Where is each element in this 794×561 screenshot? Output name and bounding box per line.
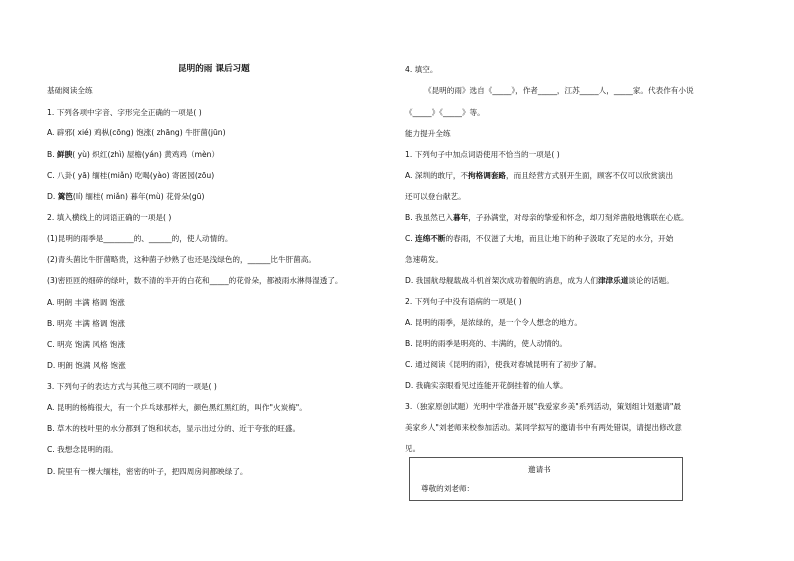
q2-option-b: B. 明亮 丰满 格调 饱涨 xyxy=(47,319,126,328)
r-q3-line-1: 3.（独家原创试题）光明中学准备开展"我爱家乡美"系列活动，策划组计划邀请"最 xyxy=(405,402,681,411)
q2-option-d: D. 明朗 饱满 风格 饱涨 xyxy=(47,361,126,370)
q2-option-a: A. 明朗 丰满 格调 饱涨 xyxy=(47,298,125,307)
q1-option-c: C. 八卦( yā) 缅桂(miǎn) 吃喝(yào) 寄匿园(zōu) xyxy=(47,171,215,180)
r-q1-option-d: D. 我国航母舰载战斗机首架次成功着舰的消息，成为人们津津乐道谈论的话题。 xyxy=(405,276,674,285)
r-q2-option-a: A. 昆明的雨季，是浓绿的，是一个令人想念的地方。 xyxy=(405,318,582,327)
q3-option-a: A. 昆明的杨梅很大，有一个乒乓球那样大，颜色黑红黑红的，叫作"火炭梅"。 xyxy=(47,403,307,412)
q1-option-d: D. 篱笆(lí) 缅桂( miǎn) 暮年(mù) 花骨朵(gū) xyxy=(47,192,205,201)
letter-greeting: 尊敬的刘老师： xyxy=(421,484,475,493)
r-q1-option-c-cont: 急速萌发。 xyxy=(405,255,443,264)
r-q1-option-a: A. 深圳的敢厅，不拘格调套路，而且经营方式别开生面，顾客不仅可以欣赏演出 xyxy=(405,171,674,180)
r-q1-option-a-cont: 还可以登台献艺。 xyxy=(405,192,466,201)
page-title: 昆明的雨 课后习题 xyxy=(178,64,250,74)
q3-option-d: D. 院里有一棵大缅桂，密密的叶子，把四周房间都映绿了。 xyxy=(47,467,248,476)
q4-sentence-2: 《_____》《_____》等。 xyxy=(405,108,485,117)
q4-sentence-1: 《昆明的雨》选自《_____》，作者_____，江苏_____人，_____家。代表作有小说 xyxy=(424,86,694,95)
q2-sentence-2: (2)青头菌比牛肝菌略贵，这种菌子炒熟了也还是浅绿色的，______比牛肝菌高。 xyxy=(47,255,316,264)
r-q2-option-b: B. 昆明的雨季是明亮的、丰满的，使人动情的。 xyxy=(405,339,567,348)
letter-heading: 邀请书 xyxy=(528,465,551,474)
r-q1-stem: 1. 下列句子中加点词语使用不恰当的一项是( ) xyxy=(405,150,560,159)
r-q3-line-2: 美家乡人"刘老师来校参加活动。某同学拟写的邀请书中有两处错误，请提出修改意 xyxy=(405,423,682,432)
r-q3-line-3: 见。 xyxy=(405,444,421,453)
q1-stem: 1. 下列各项中字音、字形完全正确的一项是( ) xyxy=(47,108,202,117)
q1-option-b: B. 鲜腴( yù) 炽红(zhì) 屋檐(yán) 黄鸡鸡（mèn） xyxy=(47,150,220,159)
q4-stem: 4. 填空。 xyxy=(405,65,438,74)
q1-option-a: A. 辟邪( xié) 鸡枞(cōng) 饱涨( zhāng) 牛肝菌(jūn) xyxy=(47,128,226,137)
q3-option-b: B. 草木的枝叶里的水分都到了饱和状态，显示出过分的、近于夸张的旺盛。 xyxy=(47,424,301,433)
q2-option-c: C. 明亮 饱满 风格 饱涨 xyxy=(47,340,126,349)
q3-stem: 3. 下列句子的表达方式与其他三项不同的一项是( ) xyxy=(47,382,217,391)
q2-sentence-1: (1)昆明的雨季是________的、______的，使人动情的。 xyxy=(47,234,233,243)
r-q2-option-c: C. 通过阅读《昆明的雨》，使我对春城昆明有了初步了解。 xyxy=(405,360,602,369)
r-q1-option-c: C. 连绵不断的春雨，不仅滋了大地，而且让地下的种子汲取了充足的水分，开始 xyxy=(405,234,674,243)
r-q2-option-d: D. 我确实亲眼看见过连能开花倒挂着的仙人掌。 xyxy=(405,381,568,390)
invitation-letter-box xyxy=(409,457,683,501)
section-basic: 基础阅读全练 xyxy=(47,86,93,95)
section-advanced: 能力提升全练 xyxy=(405,129,451,138)
q3-option-c: C. 我想念昆明的雨。 xyxy=(47,445,118,454)
r-q1-option-b: B. 我虽然已入暮年，子孙满堂，对母亲的挚爱和怀念，却刀刻斧凿般地镌联在心底。 xyxy=(405,213,689,222)
q2-sentence-3: (3)密匝匝的细碎的绿叶，数不清的半开的白花和_____的花骨朵，都被雨水淋得湿透了。 xyxy=(47,276,343,285)
q2-stem: 2. 填入横线上的词语正确的一项是( ) xyxy=(47,213,172,222)
r-q2-stem: 2. 下列句子中没有语病的一项是( ) xyxy=(405,297,522,306)
